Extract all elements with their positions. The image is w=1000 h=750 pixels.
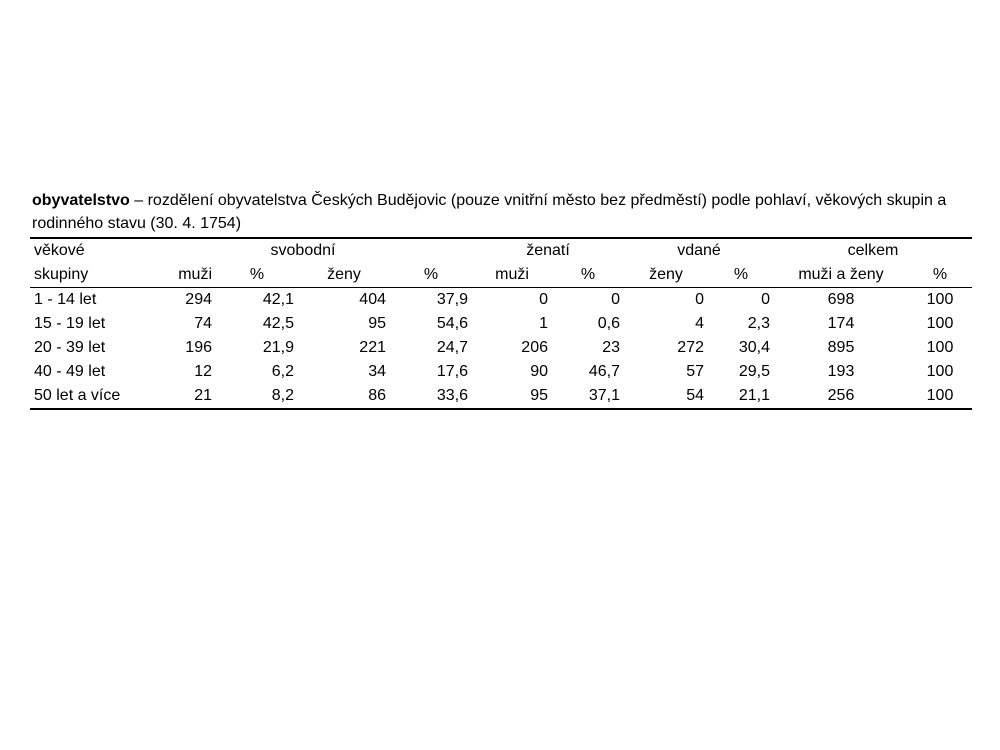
cell-single-women-pct: 24,7	[436, 339, 468, 356]
cell-married-men: 1	[539, 315, 548, 332]
header-pct-3: %	[552, 263, 624, 288]
cell-married-men: 0	[539, 291, 548, 308]
table-row	[30, 312, 972, 336]
cell-total-pct: 100	[926, 339, 954, 356]
cell-single-men-pct: 6,2	[271, 363, 294, 380]
header-married-men: ženatí	[472, 238, 624, 263]
cell-single-women-pct: 37,9	[436, 291, 468, 308]
cell-single-women-pct: 33,6	[390, 384, 472, 409]
cell-married-men: 95	[472, 384, 552, 409]
header-groups: skupiny	[30, 263, 158, 288]
cell-married-women: 57	[686, 363, 704, 380]
cell-age-group: 1 - 14 let	[34, 291, 97, 308]
population-table	[30, 237, 972, 410]
cell-total: 895	[827, 339, 855, 356]
cell-married-women-pct: 0	[761, 291, 770, 308]
cell-single-women-pct: 54,6	[436, 315, 468, 332]
cell-total: 174	[827, 315, 855, 332]
caption-title-text: – rozdělení obyvatelstva Českých Budějovic (pouze vnitřní město bez předměstí) podle pohlaví, věkových skupin a rodinného stavu (30. 4. 1754)	[32, 192, 947, 232]
cell-married-men: 206	[521, 339, 548, 356]
cell-married-women-pct: 21,1	[708, 384, 774, 409]
cell-married-women: 0	[695, 291, 704, 308]
table-row	[30, 384, 972, 409]
header-women: ženy	[298, 263, 390, 288]
cell-total: 698	[827, 291, 855, 308]
header-men: muži	[158, 263, 216, 288]
table-row	[30, 288, 972, 313]
cell-married-men: 90	[530, 363, 548, 380]
header-men-2: muži	[472, 263, 552, 288]
cell-single-women: 221	[359, 339, 386, 356]
caption-title-bold: obyvatelstvo	[32, 192, 130, 209]
cell-total-pct: 100	[926, 363, 954, 380]
header-married-women: vdané	[624, 238, 774, 263]
cell-total: 256	[774, 384, 908, 409]
header-women-2: ženy	[624, 263, 708, 288]
cell-age-group: 50 let a více	[30, 384, 158, 409]
header-pct-5: %	[908, 263, 972, 288]
cell-single-women: 34	[368, 363, 386, 380]
cell-total-pct: 100	[908, 384, 972, 409]
header-pct-4: %	[708, 263, 774, 288]
cell-total: 193	[827, 363, 855, 380]
cell-age-group: 15 - 19 let	[34, 315, 106, 332]
cell-married-men-pct: 37,1	[552, 384, 624, 409]
cell-age-group: 20 - 39 let	[34, 339, 106, 356]
cell-total-pct: 100	[926, 291, 954, 308]
cell-married-women-pct: 2,3	[747, 315, 770, 332]
cell-total-pct: 100	[926, 315, 954, 332]
cell-single-men: 12	[194, 363, 212, 380]
cell-single-men: 196	[185, 339, 212, 356]
cell-married-women-pct: 29,5	[738, 363, 770, 380]
header-total: celkem	[774, 238, 972, 263]
cell-age-group: 40 - 49 let	[34, 363, 106, 380]
header-men-and-women: muži a ženy	[774, 263, 908, 288]
table-row	[30, 336, 972, 360]
header-single: svobodní	[216, 238, 390, 263]
cell-married-men-pct: 0,6	[597, 315, 620, 332]
table-row	[30, 360, 972, 384]
cell-married-men-pct: 0	[611, 291, 620, 308]
header-row-1	[30, 238, 972, 263]
cell-single-women: 95	[368, 315, 386, 332]
table-caption	[32, 189, 970, 235]
cell-single-men-pct: 42,1	[262, 291, 294, 308]
cell-married-women: 272	[677, 339, 704, 356]
cell-single-men-pct: 42,5	[262, 315, 294, 332]
cell-married-women-pct: 30,4	[738, 339, 770, 356]
header-pct-1: %	[216, 263, 298, 288]
cell-married-men-pct: 46,7	[588, 363, 620, 380]
cell-single-men-pct: 8,2	[216, 384, 298, 409]
header-row-2	[30, 263, 972, 288]
cell-single-women-pct: 17,6	[436, 363, 468, 380]
header-pct-2: %	[390, 263, 472, 288]
cell-married-women: 4	[695, 315, 704, 332]
header-age-groups: věkové	[30, 238, 158, 263]
cell-single-men: 294	[185, 291, 212, 308]
cell-married-men-pct: 23	[602, 339, 620, 356]
cell-married-women: 54	[624, 384, 708, 409]
cell-single-men: 21	[158, 384, 216, 409]
cell-single-women: 404	[359, 291, 386, 308]
cell-single-women: 86	[298, 384, 390, 409]
cell-single-men: 74	[194, 315, 212, 332]
cell-single-men-pct: 21,9	[262, 339, 294, 356]
